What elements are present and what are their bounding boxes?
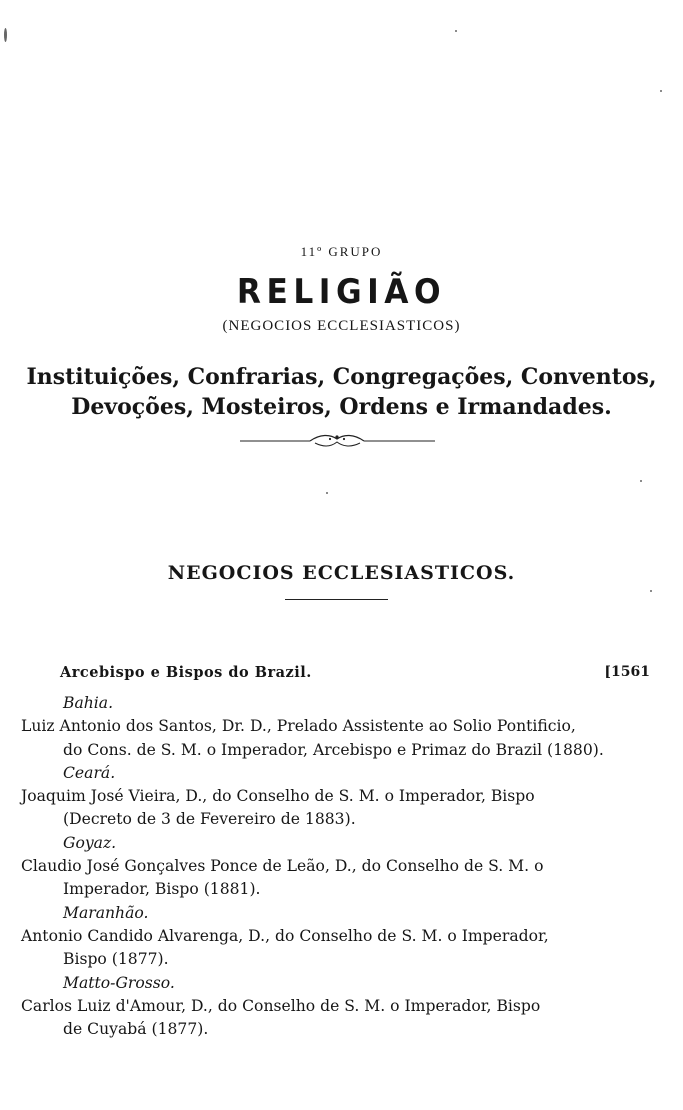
scan-speck	[660, 90, 662, 92]
entry-line: Claudio José Gonçalves Ponce de Leão, D., do Conselho de S. M. o	[21, 857, 544, 876]
entry-line-continued: (Decreto de 3 de Fevereiro de 1883).	[63, 810, 356, 829]
section-rule	[285, 599, 388, 600]
entry-line-continued: Bispo (1877).	[63, 950, 169, 969]
entry-line: Carlos Luiz d'Amour, D., do Conselho de S. M. o Imperador, Bispo	[21, 996, 541, 1015]
diocese-name: Ceará.	[63, 763, 116, 782]
entry-line-continued: Imperador, Bispo (1881).	[63, 880, 261, 899]
subtitle: (NEGOCIOS ECCLESIASTICOS)	[222, 318, 461, 334]
heading-line-2: Devoções, Mosteiros, Ordens e Irmandades.	[71, 394, 612, 420]
entry-line: Luiz Antonio dos Santos, Dr. D., Prelado Assistente ao Solio Pontificio,	[21, 717, 576, 736]
scan-speck	[326, 492, 328, 494]
scan-speck	[650, 590, 652, 592]
diocese-name: Maranhão.	[63, 903, 149, 922]
entry-line-continued: de Cuyabá (1877).	[63, 1020, 209, 1039]
list-item	[21, 762, 653, 832]
diocese-name: Matto-Grosso.	[63, 973, 175, 992]
diocese-name: Goyaz.	[63, 833, 117, 852]
bishop-entries	[21, 692, 653, 1041]
group-label: 11º GRUPO	[300, 244, 383, 259]
list-item	[21, 902, 653, 972]
list-item	[21, 692, 653, 762]
scan-speck	[4, 28, 7, 42]
scan-speck	[455, 30, 457, 32]
list-title: Arcebispo e Bispos do Brazil.	[60, 664, 312, 681]
scan-speck	[640, 480, 642, 482]
heading-line-1: Instituições, Confrarias, Congregações, Conventos,	[26, 364, 657, 390]
entry-line: Antonio Candido Alvarenga, D., do Conselho de S. M. o Imperador,	[21, 926, 549, 945]
list-item	[21, 832, 653, 902]
entry-number: [1561	[604, 664, 650, 680]
ornament-divider	[240, 430, 435, 450]
main-title: RELIGIÃO	[236, 272, 447, 312]
diocese-name: Bahia.	[63, 694, 114, 712]
entry-line: Joaquim José Vieira, D., do Conselho de S. M. o Imperador, Bispo	[21, 787, 535, 806]
entry-line-continued: do Cons. de S. M. o Imperador, Arcebispo e Primaz do Brazil (1880).	[63, 740, 604, 759]
list-item	[21, 972, 653, 1042]
section-title: NEGOCIOS ECCLESIASTICOS.	[167, 562, 516, 584]
list-header	[60, 664, 650, 686]
